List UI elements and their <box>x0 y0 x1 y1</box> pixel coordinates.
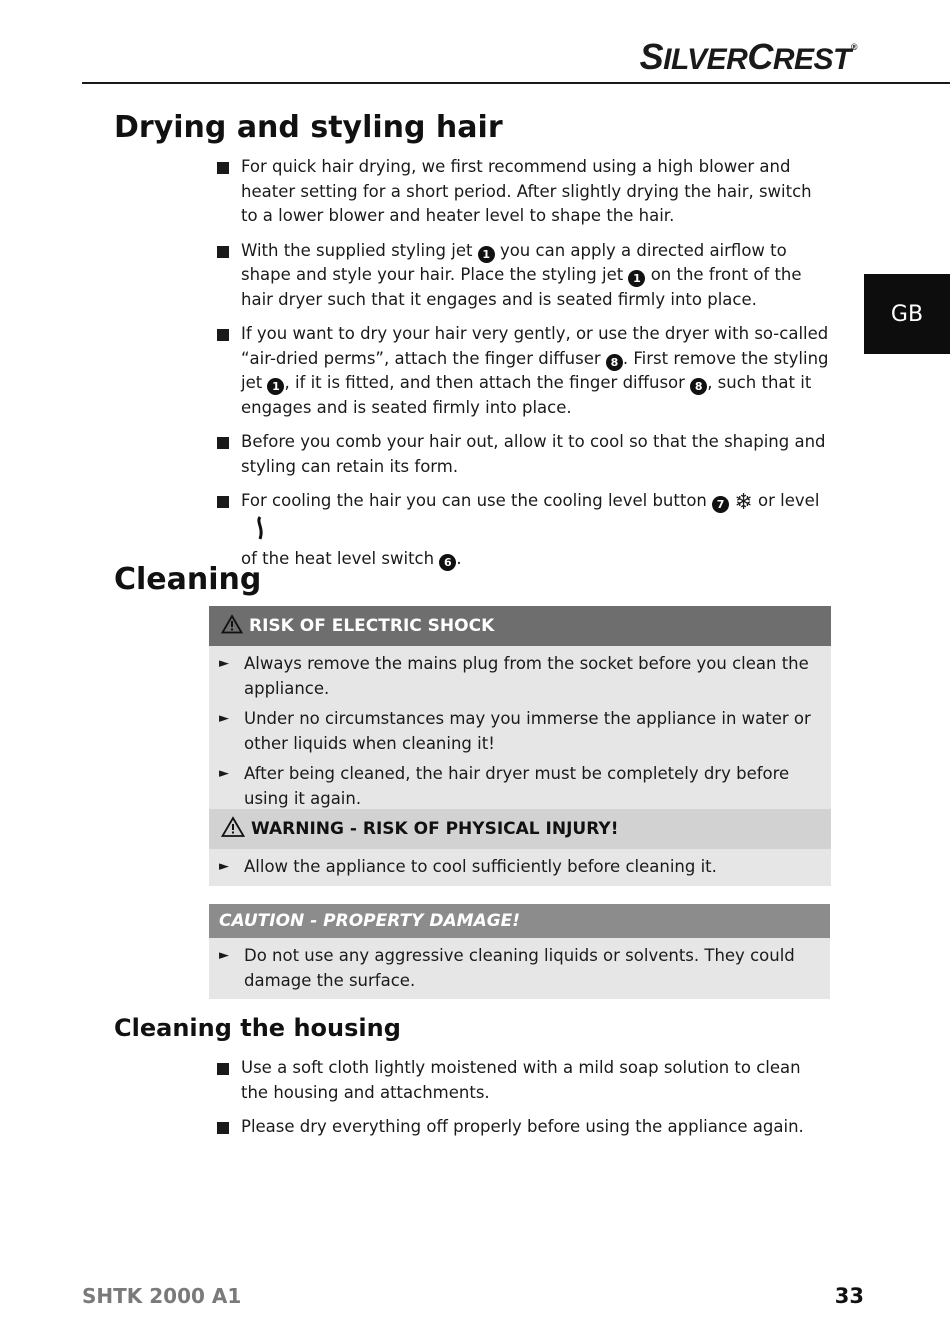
list-item: ► After being cleaned, the hair dryer must be completely dry before using it again. <box>219 764 790 808</box>
part-number-badge: 7 <box>712 496 729 513</box>
list-item: Before you comb your hair out, allow it to cool so that the shaping and styling can retain its form. <box>214 430 830 479</box>
physical-injury-warning-box <box>209 809 831 886</box>
part-number-badge: 1 <box>478 246 495 263</box>
language-tab: GB <box>864 274 950 354</box>
list-item: For quick hair drying, we first recommend using a high blower and heater setting for a short period. After slightly drying the hair, switch to a lower blower and heater level to shape the hair. <box>214 155 830 229</box>
electric-shock-heading: RISK OF ELECTRIC SHOCK <box>249 616 495 636</box>
heat-level-icon <box>255 516 265 548</box>
snowflake-icon: ❄ <box>734 490 753 515</box>
list-item: Use a soft cloth lightly moistened with a mild soap solution to clean the housing and attachments. <box>214 1056 830 1105</box>
section-title-cleaning: Cleaning <box>114 562 262 597</box>
footer-model: SHTK 2000 A1 <box>82 1284 242 1308</box>
list-item: ► Always remove the mains plug from the socket before you clean the appliance. <box>219 654 809 698</box>
brand-logo: SILVERCREST® <box>639 36 857 77</box>
part-number-badge: 8 <box>606 354 623 371</box>
list-item: Please dry everything off properly before using the appliance again. <box>214 1115 830 1140</box>
list-item: If you want to dry your hair very gently, or use the dryer with so-called “air-dried perms”, attach the finger diffuser 8 . First remove the styling jet 1 , if it is fitted, and then attach the finger diffusor 8 , such that it engages and is seated firmly into place. <box>214 322 830 420</box>
property-damage-heading: CAUTION - PROPERTY DAMAGE! <box>219 911 521 931</box>
header-rule <box>82 82 950 84</box>
property-damage-caution-box <box>209 904 830 999</box>
section-title-drying: Drying and styling hair <box>114 110 503 145</box>
list-item: ► Allow the appliance to cool sufficiently before cleaning it. <box>219 857 717 876</box>
page-number: 33 <box>834 1284 864 1308</box>
electric-shock-warning-box <box>209 606 831 817</box>
housing-list <box>214 1056 830 1150</box>
warning-triangle-icon <box>221 816 245 843</box>
part-number-badge: 1 <box>267 378 284 395</box>
part-number-badge: 1 <box>628 270 645 287</box>
part-number-badge: 6 <box>439 554 456 571</box>
drying-list <box>214 155 830 582</box>
list-item: For cooling the hair you can use the cooling level button 7 ❄ or level of the heat level switch 6 . <box>214 489 830 572</box>
section-title-housing: Cleaning the housing <box>114 1014 401 1042</box>
list-item: With the supplied styling jet 1 you can apply a directed airflow to shape and style your hair. Place the styling jet 1 on the front of the hair dryer such that it engages and is seated firmly into place. <box>214 239 830 313</box>
list-item: ► Do not use any aggressive cleaning liquids or solvents. They could damage the surface. <box>219 946 795 990</box>
warning-triangle-icon <box>221 614 243 639</box>
physical-injury-heading: WARNING - RISK OF PHYSICAL INJURY! <box>251 819 619 839</box>
part-number-badge: 8 <box>690 378 707 395</box>
list-item: ► Under no circumstances may you immerse the appliance in water or other liquids when cleaning it! <box>219 709 811 753</box>
